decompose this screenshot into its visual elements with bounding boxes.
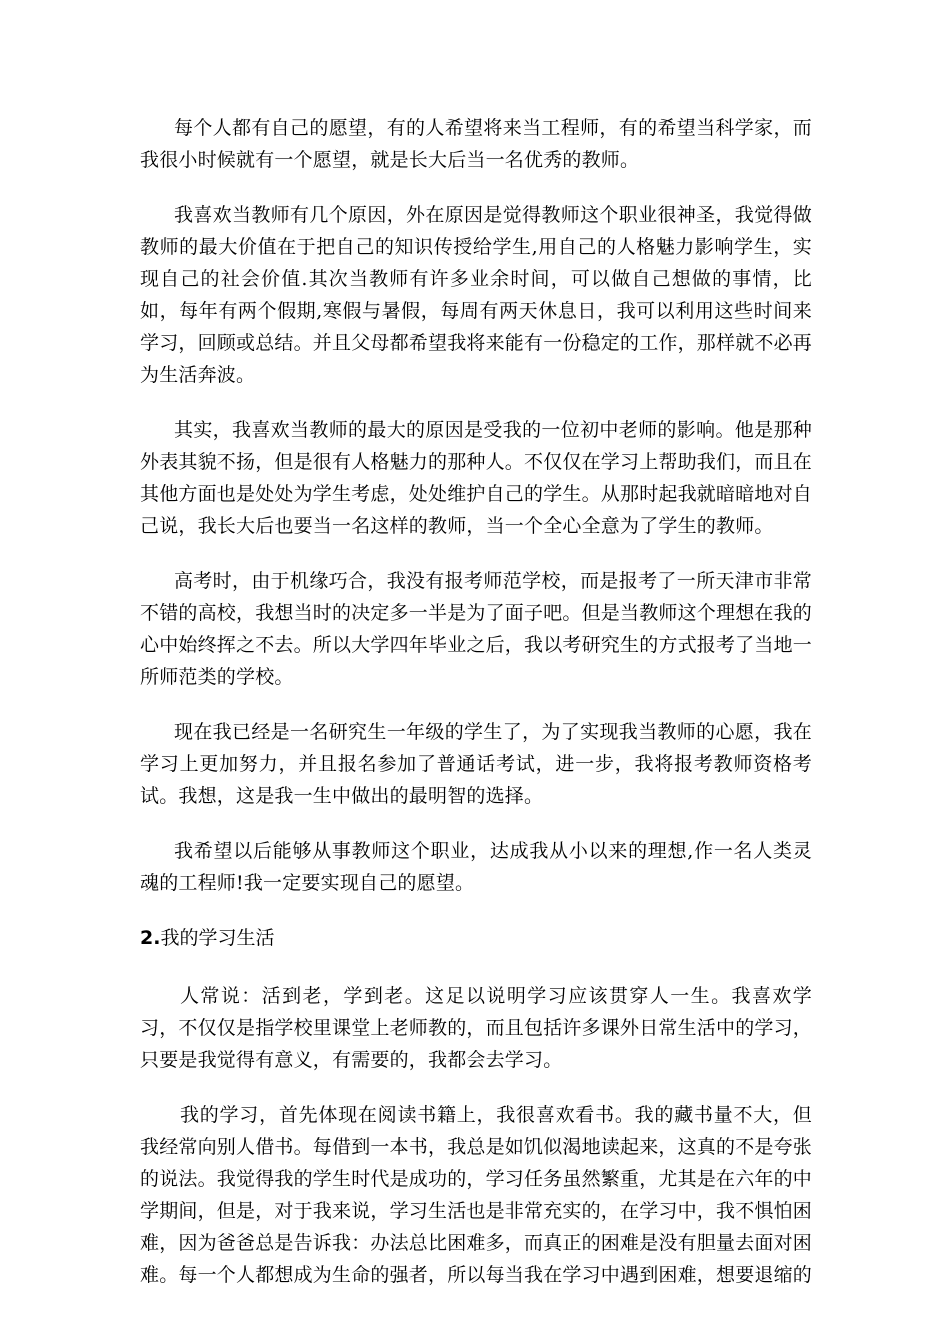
paragraph-graduate-student: 现在我已经是一名研究生一年级的学生了，为了实现我当教师的心愿，我在学习上更加努力，并且报名参加了普通话考试，进一步，我将报考教师资格考试。我想，这是我一生中做出的最明智的选择。: [140, 721, 812, 807]
section-heading: [140, 922, 812, 954]
document-body: [140, 112, 812, 1314]
paragraph-teacher-influence: 其实，我喜欢当教师的最大的原因是受我的一位初中老师的影响。他是那种外表其貌不扬，但是很有人格魅力的那种人。不仅仅在学习上帮助我们，而且在其他方面也是处处为学生考虑，处处维护自己的学生。从那时起我就暗暗地对自己说，我长大后也要当一名这样的教师，当一个全心全意为了学生的教师。: [140, 419, 813, 537]
paragraph-reading-books: 我的学习，首先体现在阅读书籍上，我很喜欢看书。我的藏书量不大，但我经常向别人借书。每借到一本书，我总是如饥似渴地读起来，这真的不是夸张的说法。我觉得我的学生时代是成功的，学习任务虽然繁重，尤其是在六年的中学期间，但是，对于我来说，学习生活也是非常充实的，在学习中，我不惧怕困难，因为爸爸总是告诉我：办法总比困难多，而真正的困难是没有胆量去面对困难。每一个人都想成为生命的强者，所以每当我在学习中遇到困难，想要退缩的: [140, 1104, 813, 1286]
paragraph-lifelong-learning: 人常说：活到老，学到老。这足以说明学习应该贯穿人一生。我喜欢学习，不仅仅是指学校里课堂上老师教的，而且包括许多课外日常生活中的学习，只要是我觉得有意义，有需要的，我都会去学习。: [140, 985, 813, 1071]
paragraph-reasons: 我喜欢当教师有几个原因，外在原因是觉得教师这个职业很神圣，我觉得做教师的最大价值在于把自己的知识传授给学生,用自己的人格魅力影响学生，实现自己的社会价值.其次当教师有许多业余时间，可以做自己想做的事情，比如，每年有两个假期,寒假与暑假，每周有两天休息日，我可以利用这些时间来学习，回顾或总结。并且父母都希望我将来能有一份稳定的工作，那样就不必再为生活奔波。: [140, 204, 813, 386]
section-number: 2.: [140, 927, 161, 949]
paragraph-hope: 我希望以后能够从事教师这个职业，达成我从小以来的理想,作一名人类灵魂的工程师!我一定要实现自己的愿望。: [140, 840, 812, 894]
paragraph-college-exam: 高考时，由于机缘巧合，我没有报考师范学校，而是报考了一所天津市非常不错的高校，我想当时的决定多一半是为了面子吧。但是当教师这个理想在我的心中始终挥之不去。所以大学四年毕业之后，我以考研究生的方式报考了当地一所师范类的学校。: [140, 570, 813, 688]
paragraph-wish-intro: 每个人都有自己的愿望，有的人希望将来当工程师，有的希望当科学家，而我很小时候就有一个愿望，就是长大后当一名优秀的教师。: [140, 117, 812, 171]
section-title: 我的学习生活: [160, 927, 275, 949]
